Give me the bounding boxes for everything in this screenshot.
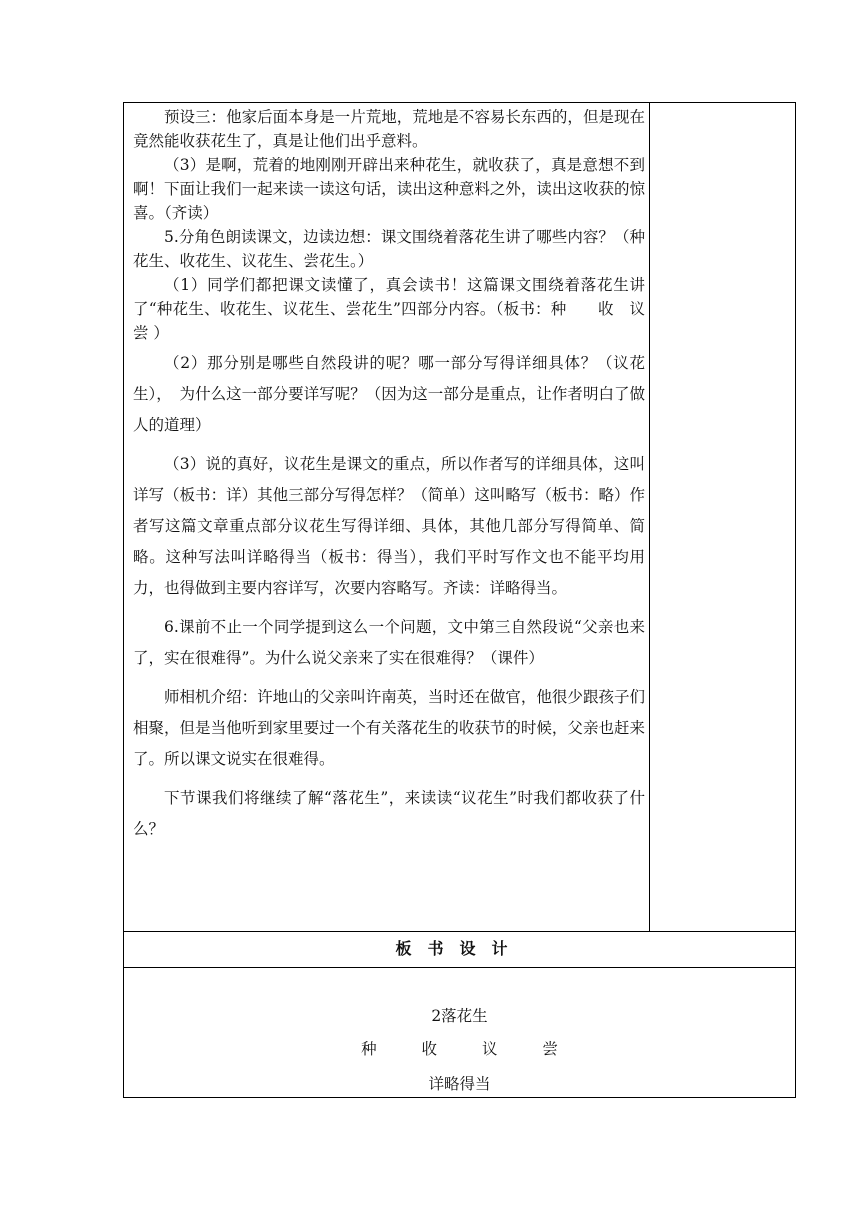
paragraph-step-5-3: （3）说的真好，议花生是课文的重点，所以作者写的详细具体，这叫详写（板书：详）其他三部分写得怎样？（简单）这叫略写（板书：略）作者写这篇文章重点部分议花生写得详细、具体，其他几部分写得简单、简略。这种写法叫详略得当（板书：得当），我们平时写作文也不能平均用力，也得做到主要内容详写，次要内容略写。齐读：详略得当。 <box>133 455 645 597</box>
board-item-plant: 种 <box>361 1040 377 1058</box>
notes-cell <box>650 103 795 932</box>
board-summary: 详略得当 <box>428 1075 491 1093</box>
board-design-cell <box>124 968 795 1097</box>
paragraph-next-lesson: 下节课我们将继续了解“落花生”，来读读“议花生”时我们都收获了什么？ <box>133 789 645 838</box>
board-item-discuss: 议 <box>481 1040 498 1058</box>
lesson-plan-table <box>123 102 796 1098</box>
board-item-taste: 尝 <box>542 1040 558 1058</box>
paragraph-step-5-2: （2）那分别是哪些自然段讲的呢？哪一部分写得详细具体？（议花生）， 为什么这一部分要详写呢？（因为这一部分是重点，让作者明白了做人的道理） <box>133 354 645 434</box>
paragraph-step-5-1: （1）同学们都把课文读懂了，真会读书！这篇课文围绕着落花生讲了“种花生、收花生、议花生、尝花生”四部分内容。（板书：种 收 议 尝 ） <box>133 276 677 342</box>
paragraph-step-3: （3）是啊，荒着的地刚刚开辟出来种花生，就收获了，真是意想不到啊！下面让我们一起来读一读这句话，读出这种意料之外，读出这收获的惊喜。（齐读） <box>133 156 645 222</box>
board-title: 2落花生 <box>431 1007 488 1025</box>
board-item-harvest: 收 <box>421 1040 438 1058</box>
paragraph-step-5: 5.分角色朗读课文，边读边想：课文围绕着落花生讲了哪些内容？（种花生、收花生、议花生、尝花生。） <box>133 228 645 270</box>
teaching-process-cell <box>124 103 677 932</box>
board-items <box>124 1037 795 1059</box>
paragraph-step-6: 6.课前不止一个同学提到这么一个问题，文中第三自然段说“父亲也来了，实在很难得”。为什么说父亲来了实在很难得？（课件） <box>133 618 645 667</box>
paragraph-preset-three: 预设三：他家后面本身是一片荒地，荒地是不容易长东西的，但是现在竟然能收获花生了，真是让他们出乎意料。 <box>133 108 645 150</box>
teaching-process-text <box>133 105 677 845</box>
paragraph-teacher-intro: 师相机介绍：许地山的父亲叫许南英，当时还在做官，他很少跟孩子们相聚，但是当他听到家里要过一个有关落花生的收获节的时候，父亲也赶来了。所以课文说实在很难得。 <box>133 688 645 768</box>
board-design-heading: 板书设计 <box>124 932 795 968</box>
